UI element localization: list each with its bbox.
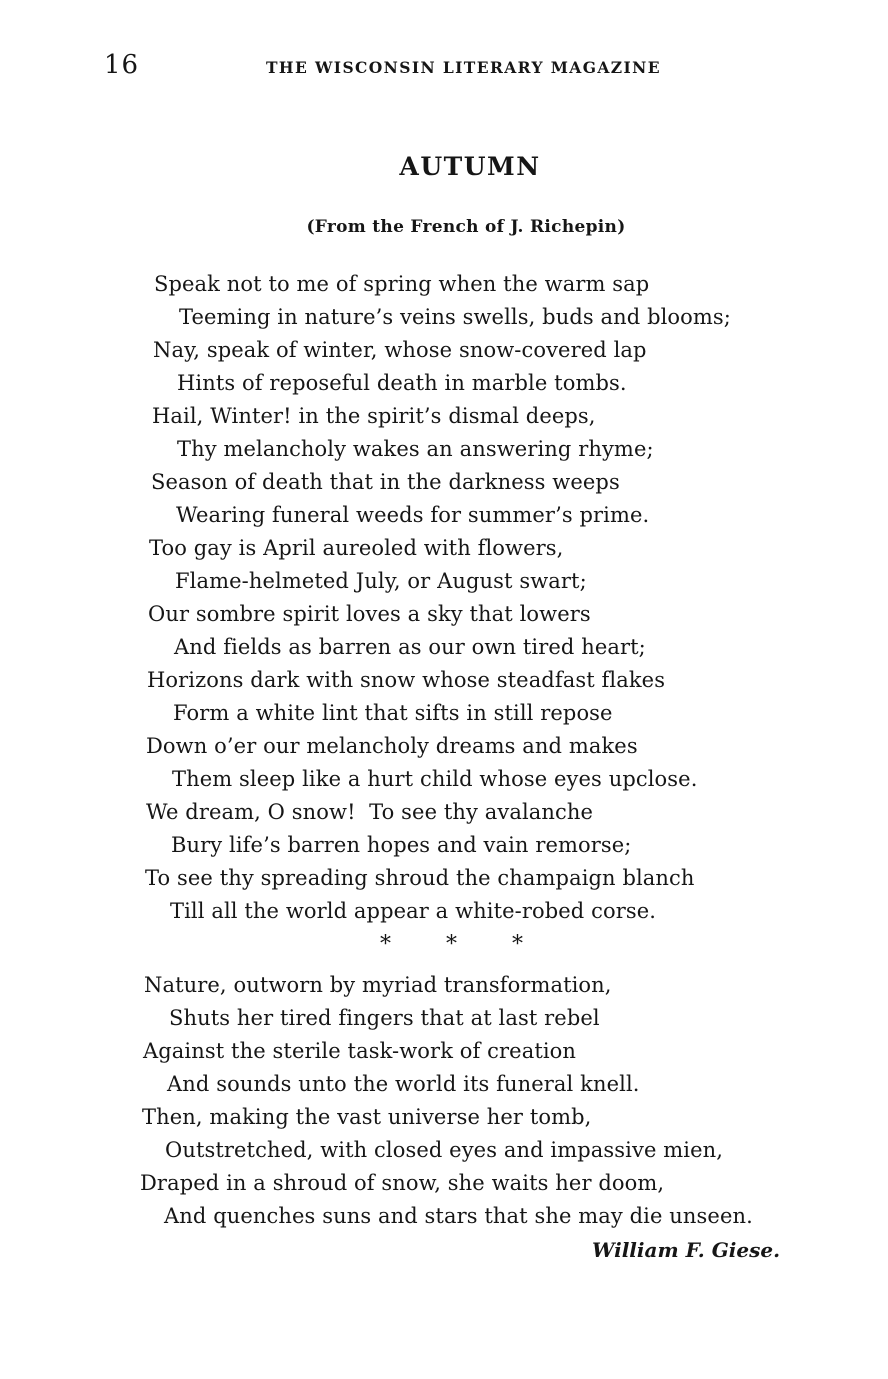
verse-line: Bury life’s barren hopes and vain remorse; xyxy=(171,833,632,857)
verse-line: Till all the world appear a white-robed corse. xyxy=(170,899,657,923)
section-separator: * * * xyxy=(380,932,547,957)
verse-line: To see thy spreading shroud the champaign blanch xyxy=(145,866,695,890)
verse-line: Teeming in nature’s veins swells, buds and blooms; xyxy=(179,305,731,329)
verse-line: And sounds unto the world its funeral knell. xyxy=(167,1072,640,1096)
verse-line: Draped in a shroud of snow, she waits her doom, xyxy=(140,1171,665,1195)
verse-line: And fields as barren as our own tired heart; xyxy=(174,635,646,659)
verse-line: And quenches suns and stars that she may die unseen. xyxy=(164,1204,753,1228)
verse-line: Shuts her tired fingers that at last rebel xyxy=(169,1006,600,1030)
verse-line: Our sombre spirit loves a sky that lowers xyxy=(148,602,591,626)
verse-line: Hints of reposeful death in marble tombs. xyxy=(177,371,627,395)
verse-line: Outstretched, with closed eyes and impassive mien, xyxy=(165,1138,724,1162)
poem-subtitle: (From the French of J. Richepin) xyxy=(306,217,626,237)
verse-line: Flame-helmeted July, or August swart; xyxy=(175,569,587,593)
verse-line: Them sleep like a hurt child whose eyes upclose. xyxy=(172,767,698,791)
verse-line: Wearing funeral weeds for summer’s prime. xyxy=(176,503,650,527)
verse-line: Down o’er our melancholy dreams and makes xyxy=(146,734,638,758)
poem-title: AUTUMN xyxy=(399,152,541,181)
verse-line: Hail, Winter! in the spirit’s dismal deeps, xyxy=(152,404,596,428)
verse-line: Form a white lint that sifts in still repose xyxy=(173,701,613,725)
verse-line: Season of death that in the darkness weeps xyxy=(151,470,620,494)
verse-line: Too gay is April aureoled with flowers, xyxy=(149,536,564,560)
verse-line: Nay, speak of winter, whose snow-covered lap xyxy=(153,338,647,362)
verse-line: Thy melancholy wakes an answering rhyme; xyxy=(177,437,654,461)
verse-line: Then, making the vast universe her tomb, xyxy=(142,1105,592,1129)
running-title: THE WISCONSIN LITERARY MAGAZINE xyxy=(266,58,661,77)
author-signature: William F. Giese. xyxy=(592,1238,781,1262)
verse-line: We dream, O snow! To see thy avalanche xyxy=(146,800,594,824)
page-number: 16 xyxy=(104,50,140,80)
verse-line: Speak not to me of spring when the warm sap xyxy=(154,272,650,296)
verse-line: Against the sterile task-work of creation xyxy=(143,1039,577,1063)
verse-line: Nature, outworn by myriad transformation, xyxy=(144,973,612,997)
verse-line: Horizons dark with snow whose steadfast flakes xyxy=(147,668,666,692)
